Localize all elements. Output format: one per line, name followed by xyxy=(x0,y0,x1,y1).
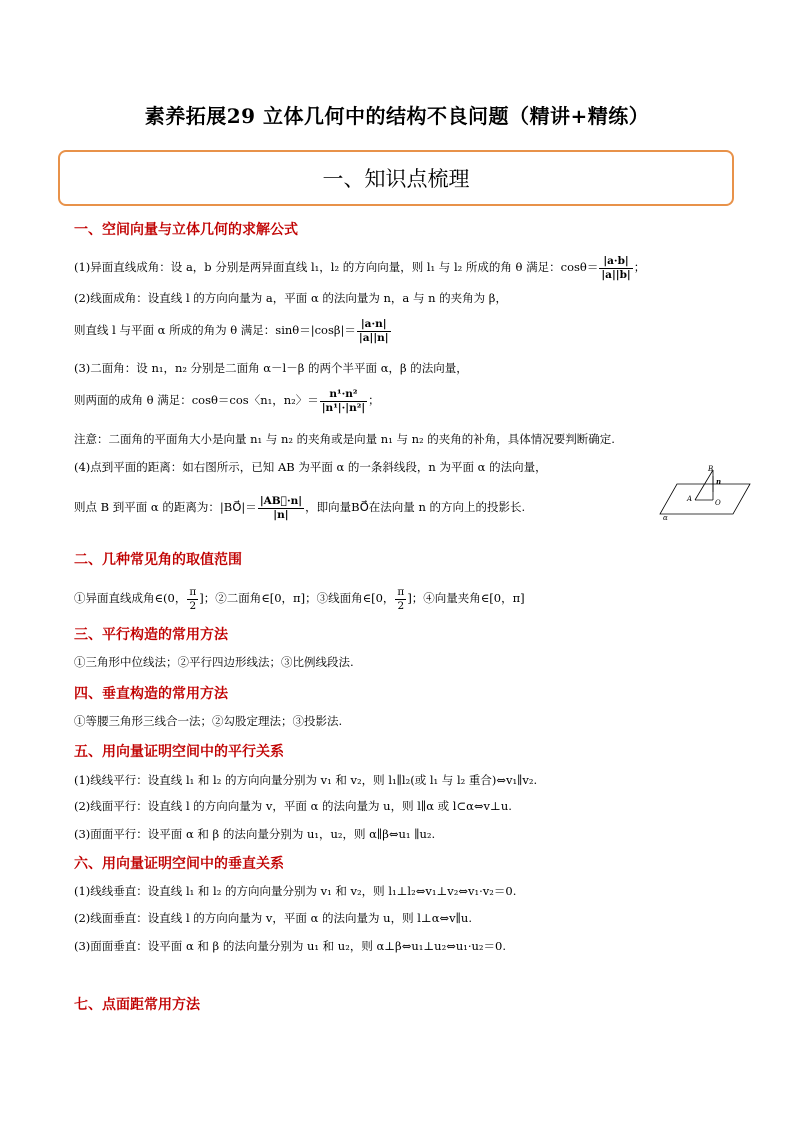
segment-ab xyxy=(695,470,713,500)
text: ①异面直线成角∈(0， xyxy=(74,591,187,605)
fraction xyxy=(357,319,391,343)
fraction-pi-over-2 xyxy=(187,587,198,611)
parallel-line-1: (1)线线平行：设直线 l₁ 和 l₂ 的方向向量分别为 v₁ 和 v₂，则 l₁∥l₂(或 l₁ 与 l₂ 重合)⇔v₁∥v₂. xyxy=(74,773,538,787)
label-b: B xyxy=(708,465,714,473)
formula-line-2: (2)线面成角：设直线 l 的方向向量为 a，平面 α 的法向量为 n，a 与 n 的夹角为 β， xyxy=(74,291,507,305)
denominator: 2 xyxy=(189,599,197,612)
text: 则直线 l 与平面 α 所成的角为 θ 满足：sinθ＝|cosβ|＝ xyxy=(74,323,356,337)
text: ]；②二面角∈[0，π]；③线面角∈[0， xyxy=(199,591,395,605)
text: ； xyxy=(633,260,646,274)
perpendicular-line-3: (3)面面垂直：设平面 α 和 β 的法向量分别为 u₁ 和 u₂，则 α⊥β⇔u₁⊥u₂⇔u₁·u₂＝0. xyxy=(74,939,506,953)
label-n: n xyxy=(716,477,722,486)
denominator: |a||b| xyxy=(601,268,631,281)
denominator: 2 xyxy=(397,599,405,612)
text: (1)异面直线成角：设 a，b 分别是两异面直线 l₁，l₂ 的方向向量，则 l₁ 与 l₂ 所成的角 θ 满足：cosθ＝ xyxy=(74,260,599,274)
parallel-line-3: (3)面面平行：设平面 α 和 β 的法向量分别为 u₁，u₂，则 α∥β⇔u₁ ∥u₂. xyxy=(74,827,436,841)
plane-alpha xyxy=(660,484,750,514)
text: ，即向量BO⃗在法向量 n 的方向上的投影长. xyxy=(305,500,526,514)
formula-line-7: (4)点到平面的距离：如右图所示，已知 AB 为平面 α 的一条斜线段，n 为平面 α 的法向量， xyxy=(74,460,547,474)
numerator: |AB⃗·n| xyxy=(259,495,303,507)
formula-line-1 xyxy=(74,256,645,280)
denominator: |n¹|·|n²| xyxy=(321,401,366,414)
formula-line-3 xyxy=(74,319,392,343)
plane-distance-diagram xyxy=(655,462,755,522)
text: 则点 B 到平面 α 的距离为：|BO⃗|＝ xyxy=(74,500,257,514)
numerator: |a·b| xyxy=(599,256,632,269)
fraction xyxy=(320,389,367,413)
formula-line-4: (3)二面角：设 n₁，n₂ 分别是二面角 α－l－β 的两个半平面 α，β 的法向量， xyxy=(74,361,468,375)
label-o: O xyxy=(715,499,721,507)
numerator: π xyxy=(189,586,197,598)
section-heading-6: 六、用向量证明空间中的垂直关系 xyxy=(74,856,284,872)
denominator: |n| xyxy=(273,508,289,521)
formula-line-5 xyxy=(74,389,380,413)
angle-range-line xyxy=(74,587,525,611)
numerator: n¹·n² xyxy=(320,389,367,402)
parallel-methods-line: ①三角形中位线法；②平行四边形线法；③比例线段法. xyxy=(74,655,354,669)
section-heading-2: 二、几种常见角的取值范围 xyxy=(74,552,242,568)
numerator: |a·n| xyxy=(357,319,391,332)
text: ]；④向量夹角∈[0，π] xyxy=(407,591,525,605)
denominator: |a||n| xyxy=(358,331,389,344)
banner-text: 一、知识点梳理 xyxy=(322,167,470,191)
section-heading-3: 三、平行构造的常用方法 xyxy=(74,627,228,643)
perpendicular-line-2: (2)线面垂直：设直线 l 的方向向量为 v，平面 α 的法向量为 u，则 l⊥α⇔v∥u. xyxy=(74,911,472,925)
fraction xyxy=(599,256,632,280)
perpendicular-methods-line: ①等腰三角形三线合一法；②勾股定理法；③投影法. xyxy=(74,714,343,728)
section-heading-7: 七、点面距常用方法 xyxy=(74,997,200,1013)
section-heading-4: 四、垂直构造的常用方法 xyxy=(74,686,228,702)
section-heading-5: 五、用向量证明空间中的平行关系 xyxy=(74,744,284,760)
numerator: π xyxy=(397,586,405,598)
page-title: 素养拓展29 立体几何中的结构不良问题（精讲+精练） xyxy=(144,104,650,128)
formula-line-8 xyxy=(74,496,525,520)
label-a: A xyxy=(687,495,693,503)
text: 则两面的成角 θ 满足：cosθ＝cos〈n₁，n₂〉＝ xyxy=(74,393,319,407)
section-heading-1: 一、空间向量与立体几何的求解公式 xyxy=(74,222,298,238)
note-line: 注意：二面角的平面角大小是向量 n₁ 与 n₂ 的夹角或是向量 n₁ 与 n₂ 的夹角的补角，具体情况要判断确定. xyxy=(74,432,615,446)
fraction-pi-over-2 xyxy=(395,587,406,611)
parallel-line-2: (2)线面平行：设直线 l 的方向向量为 v，平面 α 的法向量为 u，则 l∥α 或 l⊂α⇔v⊥u. xyxy=(74,799,512,813)
label-alpha: α xyxy=(663,514,668,522)
text: ； xyxy=(368,393,380,407)
perpendicular-line-1: (1)线线垂直：设直线 l₁ 和 l₂ 的方向向量分别为 v₁ 和 v₂，则 l₁⊥l₂⇔v₁⊥v₂⇔v₁·v₂＝0. xyxy=(74,884,517,898)
fraction xyxy=(258,496,304,520)
section-banner xyxy=(58,150,734,206)
